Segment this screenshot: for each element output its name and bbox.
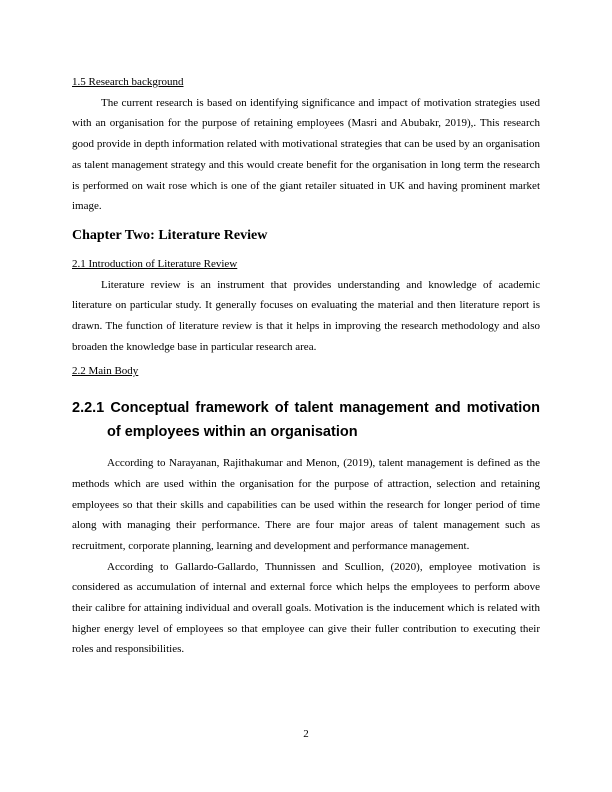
page-number: 2 [303, 728, 309, 740]
paragraph-research-background: The current research is based on identifying significance and impact of motivation strategies used with an organisation for the purpose of retaining employees (Masri and Abubakr, 2019),. This research good provide in depth information related with motivational strategies that can be used by an organisation as talent management strategy and this would create benefit for the organisation in long term the research is performed on wait rose which is one of the giant retailer situated in UK and having prominent market image. [72, 96, 540, 213]
paragraph-employee-motivation: According to Gallardo-Gallardo, Thunnissen and Scullion, (2020), employee motivation is considered as accumulation of internal and external force which helps the employees to perform above their calibre for attaining individual and overall goals. Motivation is the inducement which is related with higher energy level of employees so that employee can give their fuller contribution to executing their roles and responsibilities. [72, 560, 540, 656]
section-heading-research-background: 1.5 Research background [72, 76, 184, 88]
section-heading-intro-literature-review: 2.1 Introduction of Literature Review [72, 257, 238, 270]
subsection-heading-conceptual-framework: 2.2.1 Conceptual framework of talent management and motivation of employees within an organisation [72, 400, 540, 441]
paragraph-intro-literature-review: Literature review is an instrument that provides understanding and knowledge of academic literature on particular study. It generally focuses on evaluating the material and then literature report is drawn. The function of literature review is that it helps in improving the research methodology and also broaden the knowledge base in particular research area. [72, 278, 540, 353]
section-heading-main-body: 2.2 Main Body [72, 365, 139, 378]
paragraph-talent-management: According to Narayanan, Rajithakumar and Menon, (2019), talent management is defined as the methods which are used within the organisation for the purpose of attraction, selection and retaining employees so that their skills and capabilities can be used within the research for longer period of time along with managing their performance. There are four major areas of talent management such as recruitment, corporate planning, learning and development and performance management. [72, 457, 540, 552]
chapter-title: Chapter Two: Literature Review [72, 227, 268, 243]
page-content [72, 72, 540, 660]
